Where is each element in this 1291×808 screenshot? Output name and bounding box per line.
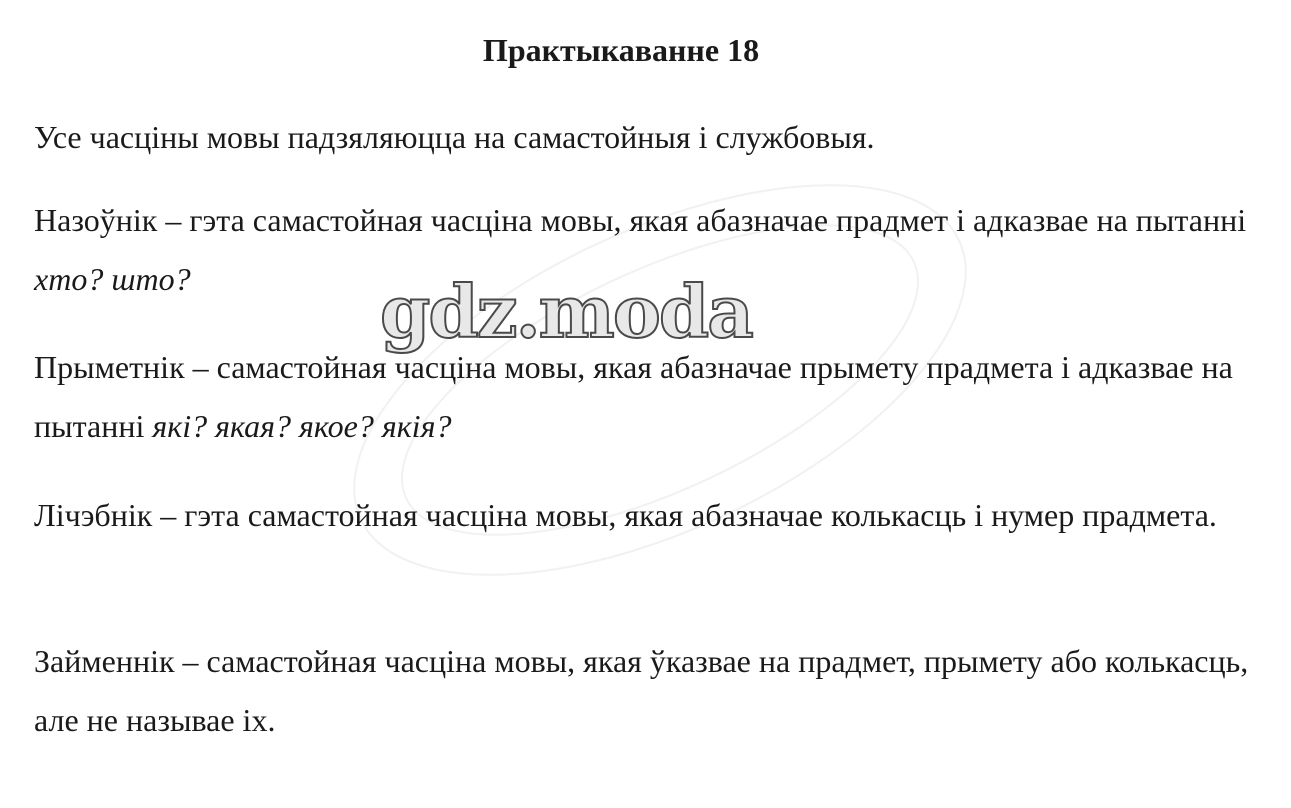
page-title: Практыкаванне 18 — [482, 32, 760, 68]
paragraph-questions: хто? што? — [34, 261, 191, 297]
paragraph-text: Займеннік – самастойная часціна мовы, якая ўказвае на прадмет, прымету або колькасць, але не называе іх. — [34, 643, 1249, 738]
paragraph-pronoun — [34, 632, 1254, 750]
gdz-moda-logo-watermark: gdz.moda — [380, 269, 752, 354]
paragraph-questions: які? якая? якое? якія? — [152, 408, 452, 444]
paragraph-text: Прыметнік – самастойная часціна мовы, якая абазначае прымету прадмета і адказвае на пытанні — [34, 349, 1233, 444]
paragraph-text: Усе часціны мовы падзяляюцца на самастойныя і службовыя. — [34, 119, 875, 155]
paragraph-adjective — [34, 338, 1254, 456]
paragraph-parts-of-speech — [34, 108, 1254, 167]
paragraph-numeral — [34, 486, 1254, 545]
paragraph-text: Назоўнік – гэта самастойная часціна мовы, якая абазначае прадмет і адказвае на пытанні — [34, 202, 1247, 238]
paragraph-text: Лічэбнік – гэта самастойная часціна мовы, якая абазначае колькасць і нумер прадмета. — [34, 497, 1217, 533]
